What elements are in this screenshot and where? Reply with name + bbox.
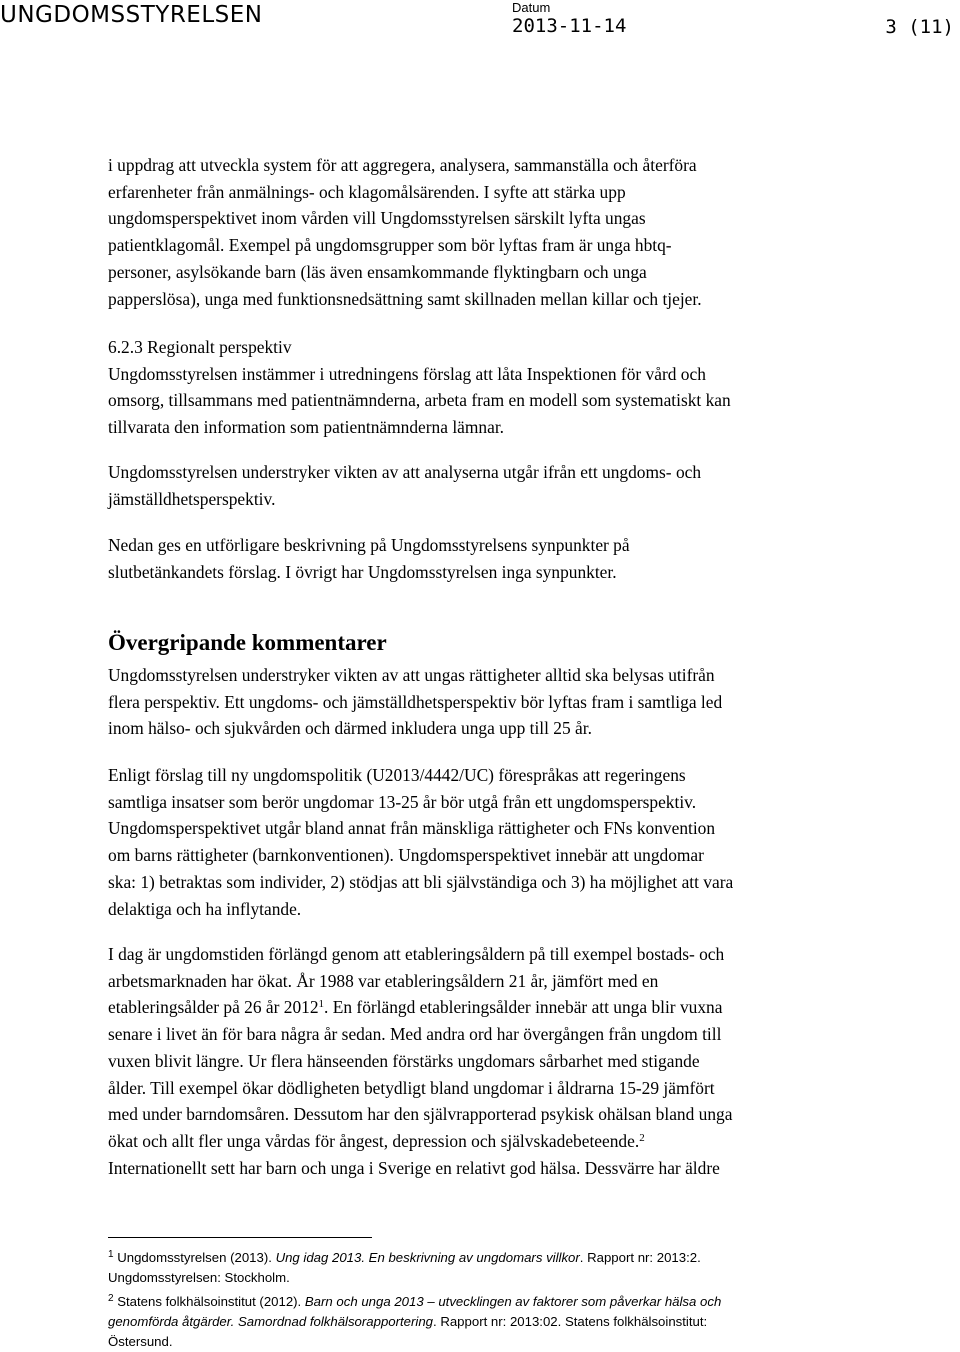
text-line: ungdomsperspektivet inom vården vill Ungdomsstyrelsen särskilt lyfta ungas xyxy=(108,208,646,229)
text-run: etableringsålder på 26 år 2012 xyxy=(108,997,319,1018)
text-line: tillvarata den information som patientnämnderna lämnar. xyxy=(108,417,504,438)
text-run-italic: Barn och unga 2013 – utvecklingen av faktorer som påverkar hälsa och xyxy=(304,1294,722,1309)
text-run: Ungdomsstyrelsen (2013). xyxy=(113,1250,276,1265)
text-line: om barns rättigheter (barnkonventionen). Ungdomsperspektivet innebär att ungdomar xyxy=(108,845,704,866)
footnote-line: Ungdomsstyrelsen: Stockholm. xyxy=(108,1270,290,1285)
text-line: Internationellt sett har barn och unga i Sverige en relativt god hälsa. Dessvärre har äldre xyxy=(108,1157,720,1178)
paragraph-understryker xyxy=(108,459,848,512)
text-run-italic: Ung idag 2013. En beskrivning av ungdomars villkor xyxy=(275,1250,580,1265)
section-regionalt-perspektiv xyxy=(108,334,848,441)
text-run: Statens folkhälsoinstitut (2012). xyxy=(113,1294,305,1309)
text-run: . Rapport nr: 2013:2. xyxy=(579,1250,701,1265)
text-line: samtliga insatser som berör ungdomar 13-25 år bör utgå från ett ungdomsperspektiv. xyxy=(108,791,697,812)
paragraph-enligt xyxy=(108,762,848,922)
paragraph-overgripande xyxy=(108,662,848,742)
text-line xyxy=(108,994,848,1021)
text-line: vuxen blivit längre. Ur flera hänseenden förstärks ungdomars sårbarhet med stigande xyxy=(108,1050,700,1071)
footnote-line xyxy=(108,1292,858,1312)
section-heading: 6.2.3 Regionalt perspektiv xyxy=(108,337,292,357)
footnote-line xyxy=(108,1248,858,1268)
text-line: Nedan ges en utförligare beskrivning på Ungdomsstyrelsens synpunkter på xyxy=(108,535,630,555)
text-line: slutbetänkandets förslag. I övrigt har Ungdomsstyrelsen inga synpunkter. xyxy=(108,561,617,582)
text-line: delaktiga och ha inflytande. xyxy=(108,898,302,919)
text-line: ålder. Till exempel ökar dödligheten betydligt bland ungdomar i åldrarna 15-29 jämfört xyxy=(108,1077,715,1098)
footnote-number: 2 xyxy=(108,1293,114,1304)
text-line: I dag är ungdomstiden förlängd genom att etableringsåldern på till exempel bostads- och xyxy=(108,944,725,964)
text-line: Ungdomsperspektivet utgår bland annat från mänskliga rättigheter och FNs konvention xyxy=(108,818,716,839)
text-line: i uppdrag att utveckla system för att aggregera, analysera, sammanställa och återföra xyxy=(108,155,697,175)
text-run: . Rapport nr: 2013:02. Statens folkhälsoinstitut: xyxy=(433,1314,708,1329)
text-line: arbetsmarknaden har ökat. År 1988 var etableringsåldern 21 år, jämfört med en xyxy=(108,970,659,991)
text-line xyxy=(108,1128,848,1155)
text-line: papperslösa), unga med funktionsnedsättning samt skillnaden mellan killar och tjejer. xyxy=(108,288,702,309)
footnote-2 xyxy=(108,1292,858,1352)
text-line: Ungdomsstyrelsen understryker vikten av att analyserna utgår ifrån ett ungdoms- och xyxy=(108,462,702,482)
paragraph-nedan xyxy=(108,532,848,585)
text-line: med under barndomsåren. Dessutom har den självrapporterad psykisk ohälsan bland unga xyxy=(108,1104,733,1125)
text-run: ökat och allt fler unga vårdas för ångest, depression och självskadebeteende. xyxy=(108,1130,640,1151)
text-line: inom hälso- och sjukvården och därmed inkludera unga upp till 25 år. xyxy=(108,718,592,739)
text-line: flera perspektiv. Ett ungdoms- och jämställdhetsperspektiv bör lyftas fram i samtliga led xyxy=(108,691,723,712)
footnote-separator xyxy=(108,1237,372,1238)
header-date-label: Datum xyxy=(512,0,551,15)
paragraph-idag xyxy=(108,941,848,1181)
text-line: ska: 1) betraktas som individer, 2) stödjas att bli självständiga och 3) ha möjlighet att vara xyxy=(108,871,734,892)
text-line: senare i livet än för bara några år sedan. Med andra ord har övergången från ungdom till xyxy=(108,1024,722,1045)
footnote-ref-2[interactable]: 2 xyxy=(639,1131,645,1144)
text-line: personer, asylsökande barn (läs även ensamkommande flyktingbarn och unga xyxy=(108,261,647,282)
footnote-ref-1[interactable]: 1 xyxy=(318,998,325,1011)
text-line: patientklagomål. Exempel på ungdomsgrupper som bör lyftas fram är unga hbtq- xyxy=(108,235,672,256)
footnote-line: Östersund. xyxy=(108,1334,173,1349)
paragraph-intro xyxy=(108,152,848,312)
header-page-number: 3 (11) xyxy=(885,16,954,38)
text-line: erfarenheter från anmälnings- och klagomålsärenden. I syfte att stärka upp xyxy=(108,181,626,202)
text-line: Ungdomsstyrelsen understryker vikten av att ungas rättigheter alltid ska belysas utifrån xyxy=(108,665,715,685)
text-line: omsorg, tillsammans med patientnämnderna, arbeta fram en modell som systematiskt kan xyxy=(108,390,731,411)
header-date: 2013-11-14 xyxy=(512,15,627,37)
text-line: Enligt förslag till ny ungdomspolitik (U2013/4442/UC) förespråkas att regeringens xyxy=(108,765,686,785)
text-line: jämställdhetsperspektiv. xyxy=(108,488,276,509)
footnote-1 xyxy=(108,1248,858,1288)
footnote-number: 1 xyxy=(108,1249,114,1260)
footnote-line xyxy=(108,1312,858,1332)
header-org-name: UNGDOMSSTYRELSEN xyxy=(0,2,263,28)
text-run: . En förlängd etableringsålder innebär att unga blir vuxna xyxy=(324,997,723,1018)
text-line: Ungdomsstyrelsen instämmer i utredningens förslag att låta Inspektionen för vård och xyxy=(108,363,706,384)
text-run-italic: genomförda åtgärder. Samordnad folkhälsorapportering xyxy=(108,1314,433,1329)
heading-overgripande-kommentarer: Övergripande kommentarer xyxy=(108,630,387,655)
